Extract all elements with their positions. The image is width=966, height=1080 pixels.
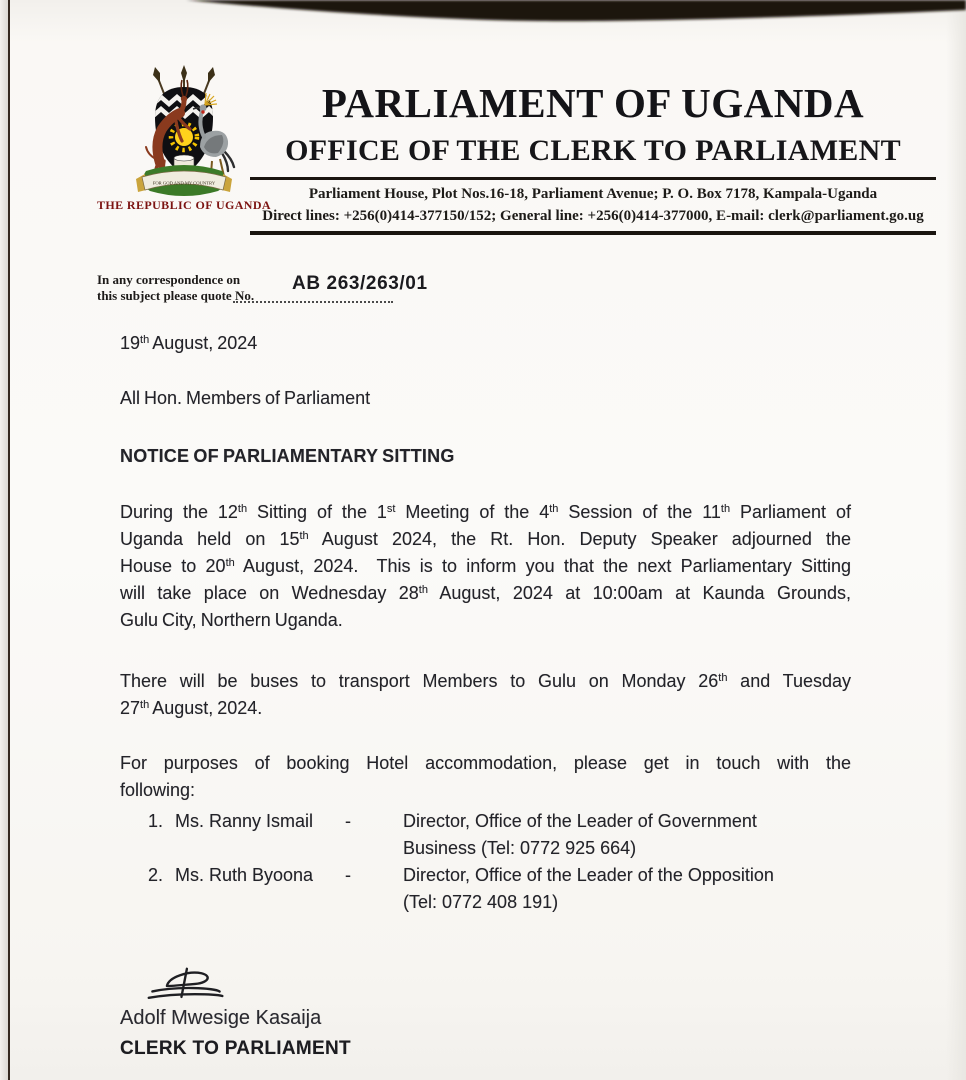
- address-line-2: Direct lines: +256(0)414-377150/152; General line: +256(0)414-377000, E-mail: clerk@parliament.go.ug: [262, 207, 924, 224]
- contact-role-line: (Tel: 0772 408 191): [403, 892, 559, 912]
- signature-mark-icon: [136, 966, 236, 1006]
- contact-row: [120, 862, 851, 916]
- address-line-1: Parliament House, Plot Nos.16-18, Parliament Avenue; P. O. Box 7178, Kampala-Uganda: [308, 186, 878, 202]
- contact-role: [403, 808, 851, 862]
- contact-number: 2.: [148, 865, 164, 885]
- buses-paragraph: There will be buses to transport Members to Gulu on Monday 26th and Tuesday 27th August, 2024.: [120, 671, 851, 718]
- contact-number: 1.: [148, 811, 164, 831]
- signatory-name: Adolf Mwesige Kasaija: [120, 1007, 322, 1029]
- contact-role-line: Director, Office of the Leader of Government: [403, 811, 757, 831]
- sitting-paragraph: During the 12th Sitting of the 1st Meeting of the 4th Session of the 11th Parliament of Uganda held on 15th August 2024, the Rt. Hon. Deputy Speaker adjourned the House to 20th August, 2024. This is to inform you that the next Parliamentary Sitting will take place on Wednesday 28th August, 2024 at 10:00am at Kaunda Grounds, Gulu City, Northern Uganda.: [120, 502, 852, 630]
- hotel-paragraph: For purposes of booking Hotel accommodation, please get in touch with the following:: [120, 753, 851, 800]
- address-block: [250, 184, 936, 227]
- office-title: OFFICE OF THE CLERK TO PARLIAMENT: [285, 134, 901, 167]
- photo-top-edge: [0, 0, 966, 30]
- date-line: 19th August, 2024: [120, 333, 258, 353]
- recipient-line: All Hon. Members of Parliament: [120, 388, 371, 408]
- photo-left-edge: [0, 0, 10, 1080]
- republic-caption: THE REPUBLIC OF UGANDA: [96, 198, 272, 212]
- header-rule-top: [250, 177, 936, 180]
- letter-body: [120, 330, 851, 1062]
- correspondence-note-line-1: In any correspondence on: [97, 272, 241, 287]
- motto-text: FOR GOD AND MY COUNTRY: [152, 180, 216, 186]
- uganda-coat-of-arms-icon: [96, 62, 272, 196]
- correspondence-note-line-2: this subject please quote No.: [97, 288, 255, 303]
- signatory-title: CLERK TO PARLIAMENT: [120, 1038, 351, 1059]
- header-rule-bottom: [250, 231, 936, 235]
- contact-row: [120, 808, 851, 862]
- contact-role: [403, 862, 851, 916]
- contacts-list: [120, 808, 851, 916]
- photo-right-edge: [946, 0, 966, 1080]
- contact-name: Ms. Ruth Byoona: [175, 865, 314, 885]
- subject-heading: NOTICE OF PARLIAMENTARY SITTING: [120, 446, 455, 466]
- contact-role-line: Business (Tel: 0772 925 664): [403, 838, 637, 858]
- reference-number: AB 263/263/01: [292, 273, 428, 294]
- contact-dash: -: [345, 865, 351, 885]
- contact-dash: -: [345, 811, 351, 831]
- contact-name: Ms. Ranny Ismail: [175, 811, 314, 831]
- parliament-title: PARLIAMENT OF UGANDA: [321, 80, 865, 126]
- contact-role-line: Director, Office of the Leader of the Opposition: [403, 865, 774, 885]
- signature-block: [120, 966, 851, 1062]
